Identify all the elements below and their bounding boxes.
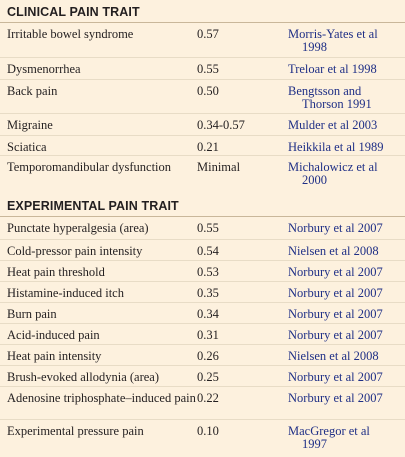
value-cell: 0.53 [197,265,219,279]
table-row [0,79,405,113]
trait-cell: Migraine [7,118,53,132]
reference-cell: Nielsen et al 2008 [288,349,379,363]
trait-cell: Back pain [7,84,58,98]
value-cell: 0.50 [197,84,219,98]
table-row [0,365,405,386]
reference-cell: Norbury et al 2007 [288,328,383,342]
trait-cell: Histamine-induced itch [7,286,124,300]
value-cell: 0.35 [197,286,219,300]
table-row [0,344,405,365]
trait-cell: Acid-induced pain [7,328,100,342]
value-cell: 0.10 [197,424,219,438]
table-row [0,419,405,453]
value-cell: 0.55 [197,62,219,76]
reference-cell: Bengtsson and Thorson 1991 [288,84,372,111]
trait-cell: Heat pain intensity [7,349,102,363]
reference-cell: Norbury et al 2007 [288,265,383,279]
table-row [0,302,405,323]
value-cell: 0.54 [197,244,219,258]
value-cell: 0.31 [197,328,219,342]
table-row [7,217,405,239]
trait-cell: Irritable bowel syndrome [7,27,134,41]
table-row [0,155,405,191]
section-heading-experimental: EXPERIMENTAL PAIN TRAIT [7,199,179,213]
table-row [0,260,405,281]
reference-cell: Michalowicz et al 2000 [288,160,378,187]
table-row [0,57,405,79]
reference-cell: Norbury et al 2007 [288,370,383,384]
trait-cell: Experimental pressure pain [7,424,144,438]
trait-cell: Dysmenorrhea [7,62,81,76]
reference-cell: MacGregor et al 1997 [288,424,370,451]
trait-cell: Adenosine triphosphate–induced pain [7,391,196,405]
value-cell: 0.34 [197,307,219,321]
trait-cell: Temporomandibular dysfunction [7,160,172,174]
table-row [0,281,405,302]
value-cell: 0.55 [197,221,219,235]
trait-cell: Punctate hyperalgesia (area) [7,221,149,235]
value-cell: 0.26 [197,349,219,363]
value-cell: 0.57 [197,27,219,41]
table-row [0,135,405,155]
trait-cell: Heat pain threshold [7,265,105,279]
reference-cell: Norbury et al 2007 [288,221,383,235]
reference-cell: Heikkila et al 1989 [288,140,384,154]
reference-cell: Norbury et al 2007 [288,286,383,300]
reference-cell: Nielsen et al 2008 [288,244,379,258]
value-cell: Minimal [197,160,241,174]
value-cell: 0.22 [197,391,219,405]
table-row [0,239,405,260]
value-cell: 0.25 [197,370,219,384]
table-row [0,386,405,419]
table-row [7,23,405,57]
reference-cell: Norbury et al 2007 [288,307,383,321]
trait-cell: Brush-evoked allodynia (area) [7,370,160,384]
table-row [0,113,405,135]
value-cell: 0.34-0.57 [197,118,245,132]
section-heading-clinical: CLINICAL PAIN TRAIT [7,5,140,19]
reference-cell: Morris-Yates et al 1998 [288,27,378,54]
reference-cell: Mulder et al 2003 [288,118,378,132]
value-cell: 0.21 [197,140,219,154]
reference-cell: Norbury et al 2007 [288,391,383,405]
reference-cell: Treloar et al 1998 [288,62,377,76]
trait-cell: Cold-pressor pain intensity [7,244,143,258]
trait-cell: Sciatica [7,140,47,154]
trait-cell: Burn pain [7,307,57,321]
table-row [0,323,405,344]
